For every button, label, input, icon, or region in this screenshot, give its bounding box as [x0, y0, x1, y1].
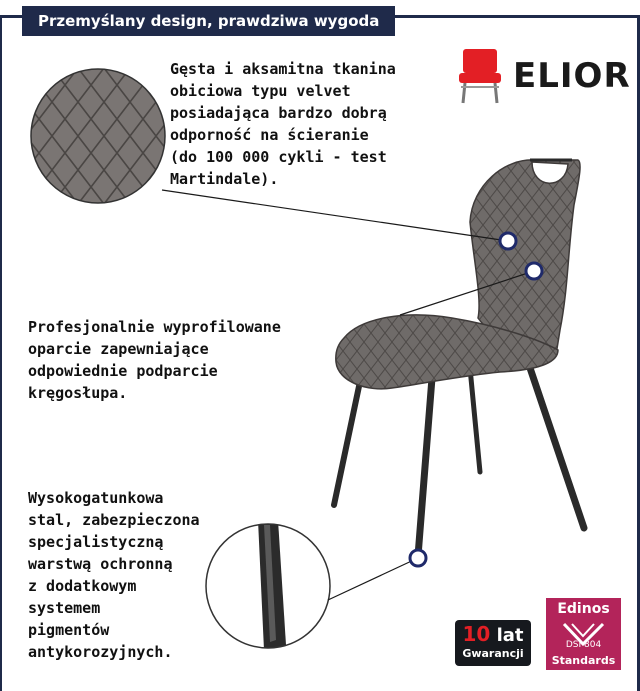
leg-detail-circle: [206, 520, 330, 650]
standard-top-label: Edinos: [557, 601, 610, 617]
standard-bottom-label: Standards: [551, 654, 616, 667]
warranty-badge: [455, 620, 531, 666]
warranty-number: 10: [462, 622, 491, 646]
warranty-unit: lat: [496, 625, 524, 646]
warranty-label: Gwarancji: [462, 647, 524, 660]
fabric-detail-circle: [28, 66, 168, 206]
standard-badge: [546, 598, 621, 670]
chair-legs: [334, 362, 584, 556]
brand-name: ELIOR: [513, 56, 631, 96]
page-title: Przemyślany design, prawdziwa wygoda: [22, 6, 395, 36]
standard-mid-label: DSI 804: [565, 640, 602, 650]
brand-logo: [455, 47, 631, 105]
red-chair-icon: [455, 47, 505, 105]
backrest-description: Profesjonalnie wyprofilowane oparcie zapewniające odpowiednie podparcie kręgosłupa.: [28, 318, 281, 402]
fabric-description: Gęsta i aksamitna tkanina obiciowa typu velvet posiadająca bardzo dobrą odporność na ścieranie (do 100 000 cykli - test Martindale).: [170, 60, 396, 188]
steel-description: Wysokogatunkowa stal, zabezpieczona specjalistyczną warstwą ochronną z dodatkowym systemem pigmentów antykorozyjnych.: [28, 489, 200, 661]
